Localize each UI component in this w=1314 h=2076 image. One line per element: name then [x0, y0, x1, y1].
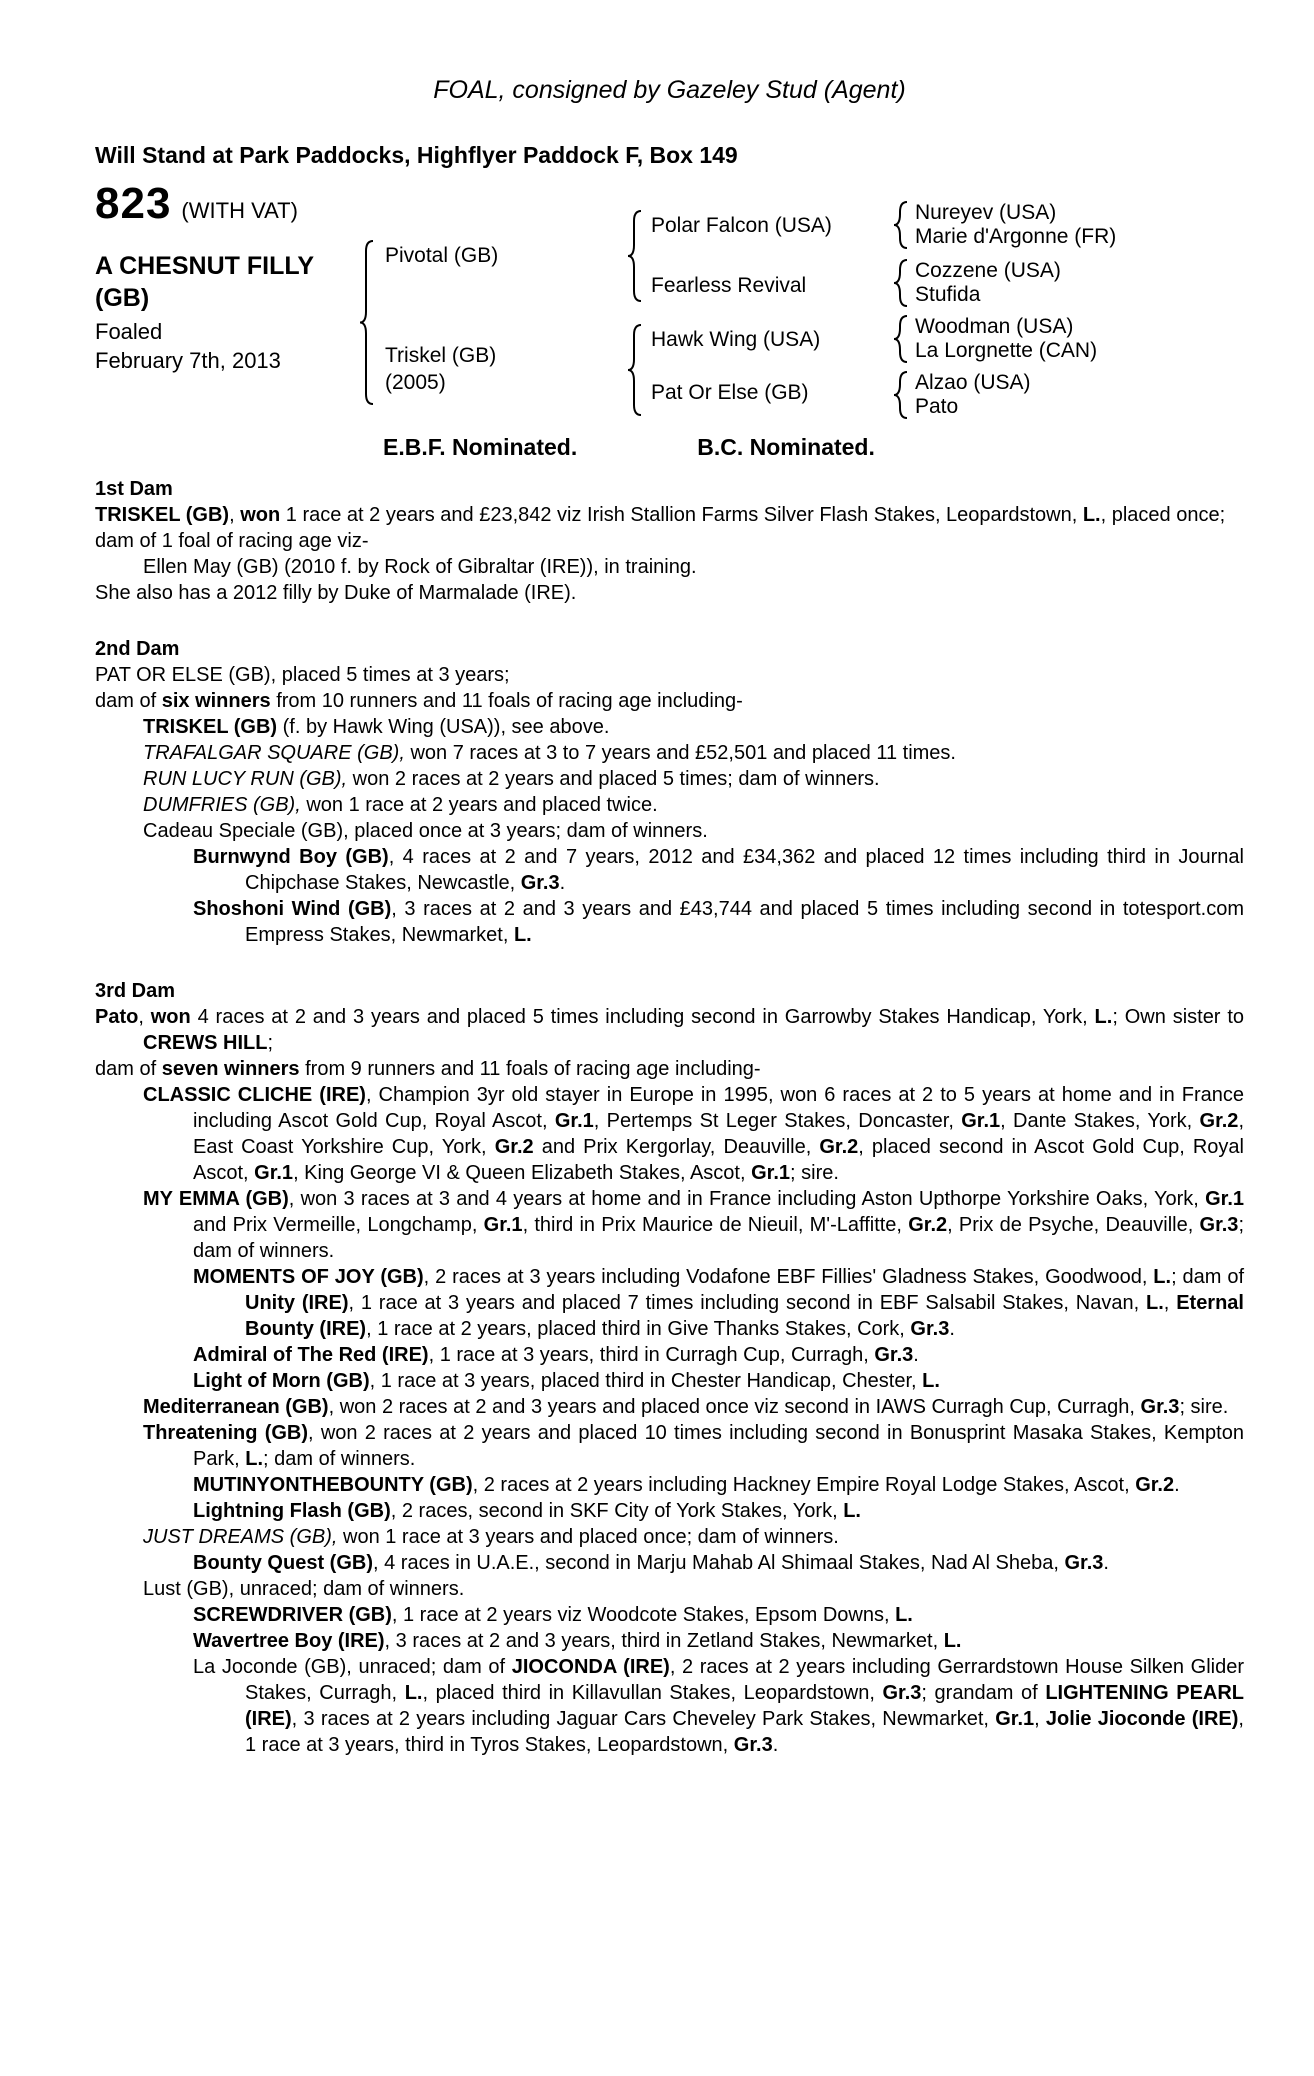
catalogue-paragraph: TRAFALGAR SQUARE (GB), won 7 races at 3 to 7 years and £52,501 and placed 11 times.: [143, 742, 956, 764]
horse-country: (GB): [95, 284, 150, 312]
dam-section: [95, 978, 1244, 1758]
ancestor-name: Alzao (USA): [915, 371, 1031, 394]
lot-vat-note: (WITH VAT): [181, 198, 298, 223]
dam-section: [95, 636, 1244, 948]
catalogue-paragraph: Burnwynd Boy (GB), 4 races at 2 and 7 years, 2012 and £34,362 and placed 12 times including third in Journal Chipchase Stakes, Newcastle, Gr.3.: [193, 846, 1244, 894]
grandsire-name: Polar Falcon (USA): [651, 214, 832, 237]
granddam-name: Pat Or Else (GB): [651, 381, 809, 404]
pedigree-brace-gen1: [359, 240, 375, 411]
catalogue-paragraph: dam of six winners from 10 runners and 11 foals of racing age including-: [95, 690, 743, 712]
ebf-nominated: E.B.F. Nominated.: [383, 434, 578, 460]
catalogue-paragraph: dam of 1 foal of racing age viz-: [95, 530, 369, 552]
section-heading: 2nd Dam: [95, 638, 180, 660]
pedigree-brace-gen3: [893, 371, 909, 425]
foaled-label: Foaled: [95, 319, 163, 344]
catalogue-paragraph: CLASSIC CLICHE (IRE), Champion 3yr old stayer in Europe in 1995, won 6 races at 2 to 5 years at home and in France including Ascot Gold Cup, Royal Ascot, Gr.1, Pertemps St Leger Stakes, Doncaster, Gr.1, Dante Stakes, York, Gr.2, East Coast Yorkshire Cup, York, Gr.2 and Prix Kergorlay, Deauville, Gr.2, placed second in Ascot Gold Cup, Royal Ascot, Gr.1, King George VI & Queen Elizabeth Stakes, Ascot, Gr.1; sire.: [143, 1084, 1245, 1184]
granddam-name: Fearless Revival: [651, 274, 807, 297]
pedigree-text-sections: [95, 476, 1244, 1758]
catalogue-paragraph: Wavertree Boy (IRE), 3 races at 2 and 3 years, third in Zetland Stakes, Newmarket, L.: [193, 1630, 962, 1652]
catalogue-paragraph: Lust (GB), unraced; dam of winners.: [143, 1578, 465, 1600]
grandsire-name: Hawk Wing (USA): [651, 328, 821, 351]
catalogue-paragraph: MY EMMA (GB), won 3 races at 3 and 4 years at home and in France including Aston Upthorpe Yorkshire Oaks, York, Gr.1 and Prix Vermeille, Longchamp, Gr.1, third in Prix Maurice de Nieuil, M'-Laffitte, Gr.2, Prix de Psyche, Deauville, Gr.3; dam of winners.: [143, 1188, 1244, 1262]
ancestor-name: Marie d'Argonne (FR): [915, 225, 1117, 248]
catalogue-paragraph: Cadeau Speciale (GB), placed once at 3 years; dam of winners.: [143, 820, 708, 842]
section-heading: 1st Dam: [95, 478, 173, 500]
ancestor-name: Woodman (USA): [915, 315, 1074, 338]
lot-header: [95, 179, 298, 228]
dam-year: (2005): [385, 371, 446, 394]
catalogue-paragraph: JUST DREAMS (GB), won 1 race at 3 years and placed once; dam of winners.: [143, 1526, 839, 1548]
catalogue-paragraph: DUMFRIES (GB), won 1 race at 2 years and placed twice.: [143, 794, 658, 816]
catalogue-page: [0, 76, 1314, 2076]
horse-description: A CHESNUT FILLY: [95, 252, 314, 280]
catalogue-paragraph: dam of seven winners from 9 runners and 11 foals of racing age including-: [95, 1058, 761, 1080]
catalogue-paragraph: Light of Morn (GB), 1 race at 3 years, placed third in Chester Handicap, Chester, L.: [193, 1370, 940, 1392]
ancestor-name: Pato: [915, 395, 959, 418]
bc-nominated: B.C. Nominated.: [697, 434, 875, 460]
ancestor-name: Stufida: [915, 283, 981, 306]
catalogue-paragraph: TRISKEL (GB), won 1 race at 2 years and £23,842 viz Irish Stallion Farms Silver Flash Stakes, Leopardstown, L., placed once;: [95, 504, 1226, 526]
catalogue-paragraph: SCREWDRIVER (GB), 1 race at 2 years viz Woodcote Stakes, Epsom Downs, L.: [193, 1604, 913, 1626]
catalogue-paragraph: Lightning Flash (GB), 2 races, second in SKF City of York Stakes, York, L.: [193, 1500, 861, 1522]
catalogue-paragraph: Threatening (GB), won 2 races at 2 years and placed 10 times including second in Bonusprint Masaka Stakes, Kempton Park, L.; dam of winners.: [143, 1422, 1244, 1470]
catalogue-paragraph: La Joconde (GB), unraced; dam of JIOCONDA (IRE), 2 races at 2 years including Gerrardstown House Silken Glider Stakes, Curragh, L., placed third in Killavullan Stakes, Leopardstown, Gr.3; grandam of LIGHTENING PEARL (IRE), 3 races at 2 years including Jaguar Cars Cheveley Park Stakes, Newmarket, Gr.1, Jolie Jioconde (IRE), 1 race at 3 years, third in Tyros Stakes, Leopardstown, Gr.3.: [193, 1656, 1245, 1756]
nominations-line: [95, 434, 1244, 460]
catalogue-paragraph: MOMENTS OF JOY (GB), 2 races at 3 years including Vodafone EBF Fillies' Gladness Stakes, Goodwood, L.; dam of Unity (IRE), 1 race at 3 years and placed 7 times including second in EBF Salsabil Stakes, Navan, L., Eternal Bounty (IRE), 1 race at 2 years, placed third in Give Thanks Stakes, Cork, Gr.3.: [193, 1266, 1244, 1340]
section-heading: 3rd Dam: [95, 980, 176, 1002]
lot-number: 823: [95, 179, 172, 228]
pedigree-brace-gen3: [893, 201, 909, 255]
pedigree-table: [95, 179, 1244, 428]
catalogue-paragraph: Bounty Quest (GB), 4 races in U.A.E., second in Marju Mahab Al Shimaal Stakes, Nad Al Sheba, Gr.3.: [193, 1552, 1109, 1574]
stand-location-line: Will Stand at Park Paddocks, Highflyer Paddock F, Box 149: [95, 142, 738, 168]
ancestor-name: La Lorgnette (CAN): [915, 339, 1098, 362]
catalogue-paragraph: Admiral of The Red (IRE), 1 race at 3 years, third in Curragh Cup, Curragh, Gr.3.: [193, 1344, 919, 1366]
catalogue-paragraph: TRISKEL (GB) (f. by Hawk Wing (USA)), see above.: [143, 716, 610, 738]
ancestor-name: Nureyev (USA): [915, 201, 1057, 224]
catalogue-paragraph: Pato, won 4 races at 2 and 3 years and placed 5 times including second in Garrowby Stakes Handicap, York, L.; Own sister to CREWS HILL;: [95, 1006, 1244, 1054]
catalogue-paragraph: Shoshoni Wind (GB), 3 races at 2 and 3 years and £43,744 and placed 5 times including second in totesport.com Empress Stakes, Newmarket, L.: [193, 898, 1244, 946]
catalogue-paragraph: Ellen May (GB) (2010 f. by Rock of Gibraltar (IRE)), in training.: [143, 556, 697, 578]
catalogue-paragraph: PAT OR ELSE (GB), placed 5 times at 3 years;: [95, 664, 510, 686]
dam-section: [95, 476, 1244, 606]
pedigree-brace-gen3: [893, 315, 909, 369]
pedigree-brace-sire-parents: [627, 210, 643, 308]
foaled-date: February 7th, 2013: [95, 348, 281, 373]
catalogue-paragraph: She also has a 2012 filly by Duke of Marmalade (IRE).: [95, 582, 577, 604]
catalogue-paragraph: Mediterranean (GB), won 2 races at 2 and 3 years and placed once viz second in IAWS Curragh Cup, Curragh, Gr.3; sire.: [143, 1396, 1229, 1418]
dam-name: Triskel (GB): [385, 344, 497, 367]
sire-name: Pivotal (GB): [385, 244, 499, 267]
catalogue-paragraph: RUN LUCY RUN (GB), won 2 races at 2 years and placed 5 times; dam of winners.: [143, 768, 880, 790]
pedigree-brace-dam-parents: [627, 324, 643, 422]
catalogue-paragraph: MUTINYONTHEBOUNTY (GB), 2 races at 2 years including Hackney Empire Royal Lodge Stakes, Ascot, Gr.2.: [193, 1474, 1180, 1496]
ancestor-name: Cozzene (USA): [915, 259, 1061, 282]
consignment-line: FOAL, consigned by Gazeley Stud (Agent): [433, 76, 906, 104]
pedigree-brace-gen3: [893, 259, 909, 313]
